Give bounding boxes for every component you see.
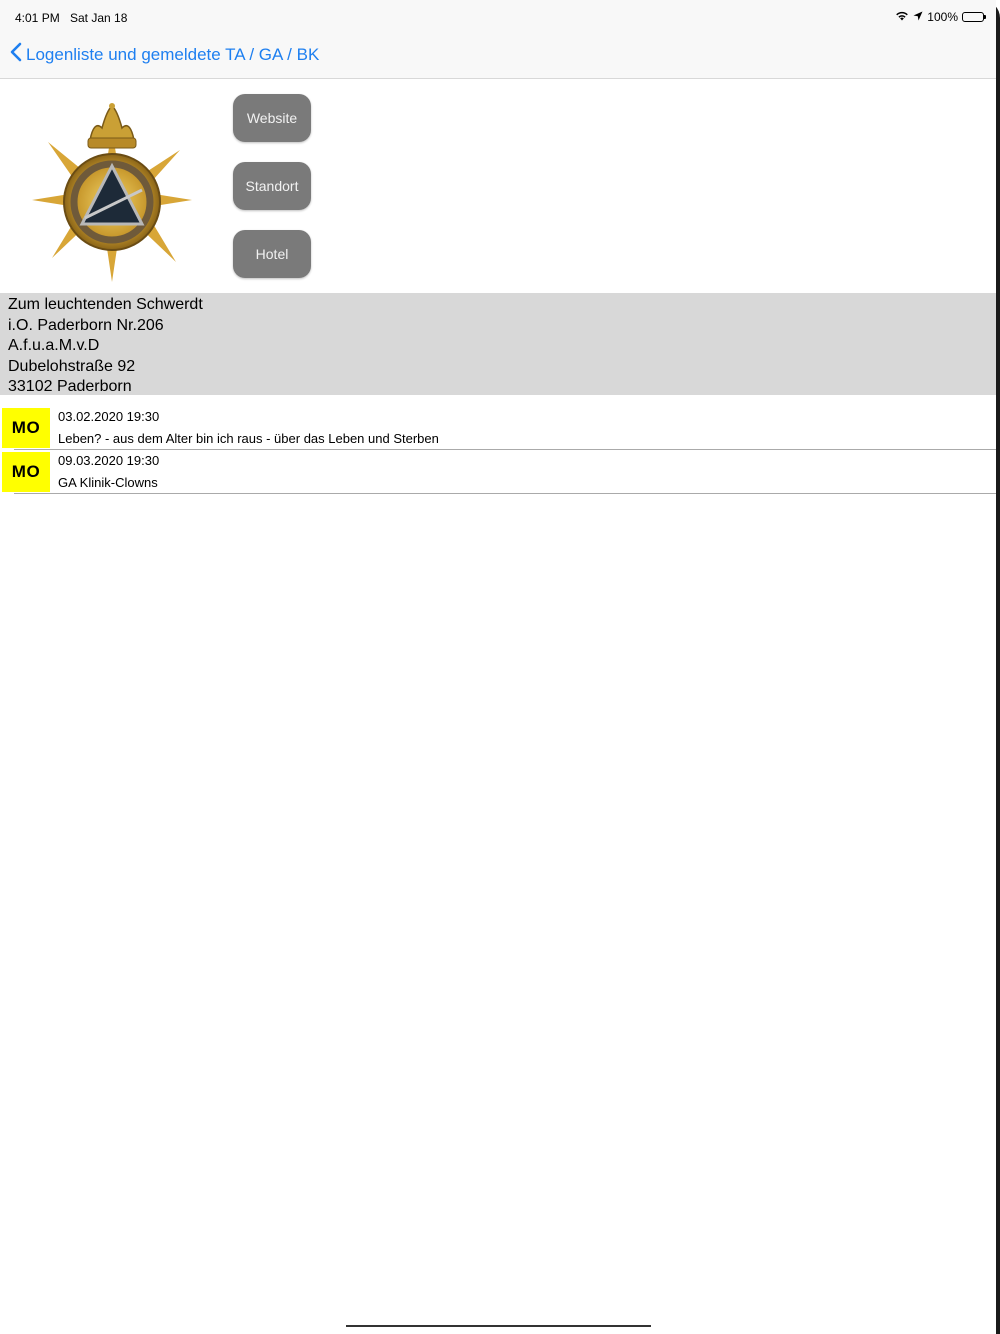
- back-button[interactable]: [10, 42, 319, 67]
- lodge-street: Dubelohstraße 92: [8, 357, 136, 375]
- day-badge: MO: [2, 452, 50, 492]
- chevron-left-icon: [10, 42, 26, 67]
- event-row[interactable]: [0, 450, 996, 494]
- event-title: GA Klinik-Clowns: [58, 475, 158, 490]
- battery-percent: 100%: [927, 10, 958, 24]
- navigation-bar: [0, 36, 996, 79]
- status-date: Sat Jan 18: [70, 11, 128, 25]
- status-bar: [0, 0, 996, 36]
- lodge-organization: A.f.u.a.M.v.D: [8, 337, 100, 354]
- home-indicator[interactable]: [346, 1325, 651, 1327]
- status-indicators: [895, 10, 984, 24]
- lodge-city-number: i.O. Paderborn Nr.206: [8, 316, 164, 334]
- battery-icon: [962, 12, 984, 22]
- lodge-postal-city: 33102 Paderborn: [8, 378, 132, 395]
- lodge-address: [0, 293, 996, 395]
- hotel-button[interactable]: Hotel: [233, 230, 311, 278]
- event-row[interactable]: [0, 406, 996, 450]
- location-button[interactable]: Standort: [233, 162, 311, 210]
- lodge-name: Zum leuchtenden Schwerdt: [8, 296, 203, 313]
- back-button-label: Logenliste und gemeldete TA / GA / BK: [26, 44, 320, 64]
- event-title: Leben? - aus dem Alter bin ich raus - über das Leben und Sterben: [58, 431, 439, 446]
- event-datetime: 03.02.2020 19:30: [58, 409, 160, 424]
- lodge-emblem: [30, 100, 195, 285]
- website-button[interactable]: Website: [233, 94, 311, 142]
- row-divider: [14, 493, 996, 494]
- wifi-icon: [895, 10, 909, 24]
- event-datetime: 09.03.2020 19:30: [58, 453, 160, 468]
- day-badge: MO: [2, 408, 50, 448]
- location-arrow-icon: [913, 10, 923, 24]
- status-time: 4:01 PM: [15, 11, 60, 25]
